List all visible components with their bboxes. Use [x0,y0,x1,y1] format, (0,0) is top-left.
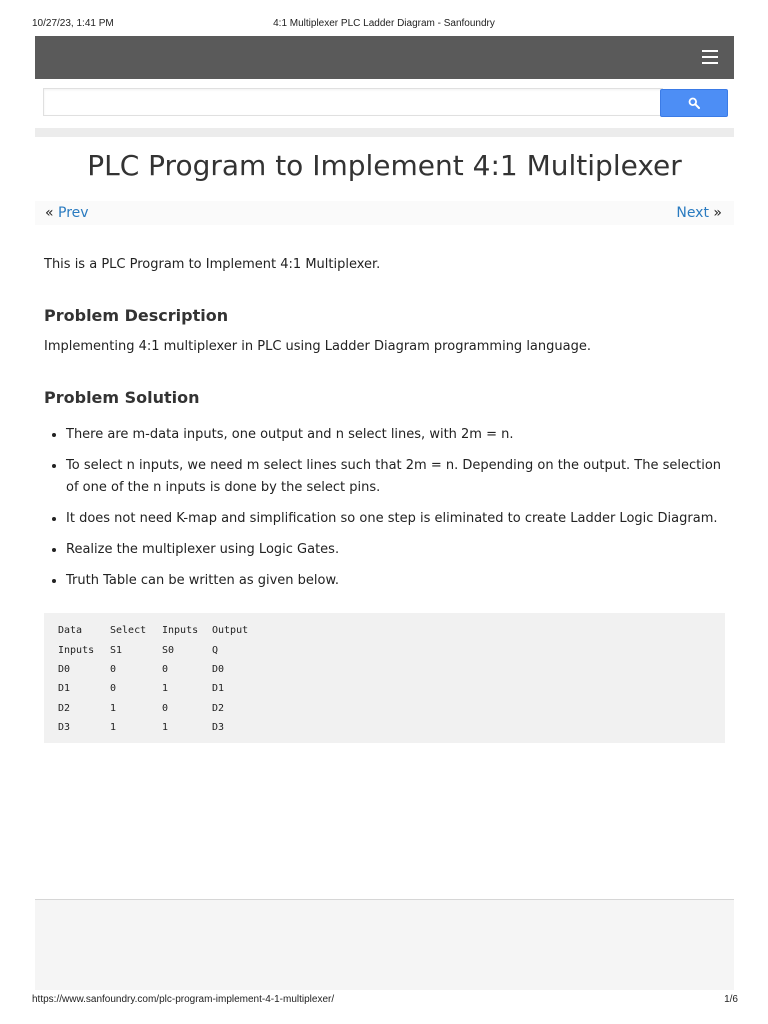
truth-table [58,621,272,737]
table-cell: D2 [58,702,71,714]
article-navigation [35,201,734,225]
header-divider [35,128,734,137]
list-item: • It does not need K-map and simplification so one step is eliminated to create Ladder Logic Diagram. [66,508,724,530]
table-cell: S0 [162,644,175,656]
table-cell: D1 [212,683,225,695]
search-bar [43,88,726,118]
print-header [32,18,736,32]
table-cell: Data [58,625,83,637]
table-cell: 1 [110,702,117,714]
table-cell: 1 [110,722,117,734]
table-row [58,640,272,659]
table-row [58,699,272,718]
table-cell: D0 [212,663,225,675]
table-cell: Inputs [58,644,95,656]
truth-table-code-block [44,613,725,743]
print-url: https://www.sanfoundry.com/plc-program-implement-4-1-multiplexer/ [32,994,335,1005]
table-row [58,718,272,737]
table-cell: D1 [58,683,71,695]
table-cell: D3 [212,722,225,734]
list-item: • To select n inputs, we need m select lines such that 2m = n. Depending on the output. The selection of one of the n inputs is done by the select pins. [66,455,724,499]
print-document-title: 4:1 Multiplexer PLC Ladder Diagram - Sanfoundry [273,18,495,29]
table-cell: 0 [162,663,169,675]
list-item: • Realize the multiplexer using Logic Gates. [66,539,724,561]
table-row [58,679,272,698]
next-link-label: Next [676,205,709,221]
hamburger-menu-icon[interactable] [702,50,718,64]
site-top-bar [35,36,734,79]
table-cell: Inputs [162,625,199,637]
print-footer [32,994,738,1008]
list-item: • There are m-data inputs, one output and n select lines, with 2m = n. [66,424,724,446]
table-cell: Select [110,625,147,637]
table-cell: 0 [110,683,117,695]
page-footer-area [35,899,734,990]
table-cell: 1 [162,683,169,695]
problem-description-heading: Problem Description [44,306,229,325]
table-cell: S1 [110,644,123,656]
table-cell: 1 [162,722,169,734]
table-cell: 0 [110,663,117,675]
search-input[interactable] [43,88,663,116]
table-row [58,621,272,640]
table-cell: 0 [162,702,169,714]
prev-link-label: Prev [58,205,89,221]
next-marker: » [713,205,722,221]
search-button[interactable] [660,89,728,117]
table-cell: D3 [58,722,71,734]
prev-link[interactable] [45,205,89,221]
search-icon [688,97,700,109]
print-datetime: 10/27/23, 1:41 PM [32,18,114,29]
prev-marker: « [45,205,54,221]
problem-description-text: Implementing 4:1 multiplexer in PLC using Ladder Diagram programming language. [44,339,591,354]
table-row [58,660,272,679]
next-link[interactable] [676,205,722,221]
problem-solution-heading: Problem Solution [44,388,200,407]
table-cell: Output [212,625,249,637]
list-item: • Truth Table can be written as given below. [66,570,724,592]
page-title: PLC Program to Implement 4:1 Multiplexer [87,149,682,182]
table-cell: D2 [212,702,225,714]
table-cell: Q [212,644,219,656]
intro-text: This is a PLC Program to Implement 4:1 Multiplexer. [44,257,381,272]
print-page-number: 1/6 [724,994,738,1005]
solution-list [44,424,724,601]
table-cell: D0 [58,663,71,675]
